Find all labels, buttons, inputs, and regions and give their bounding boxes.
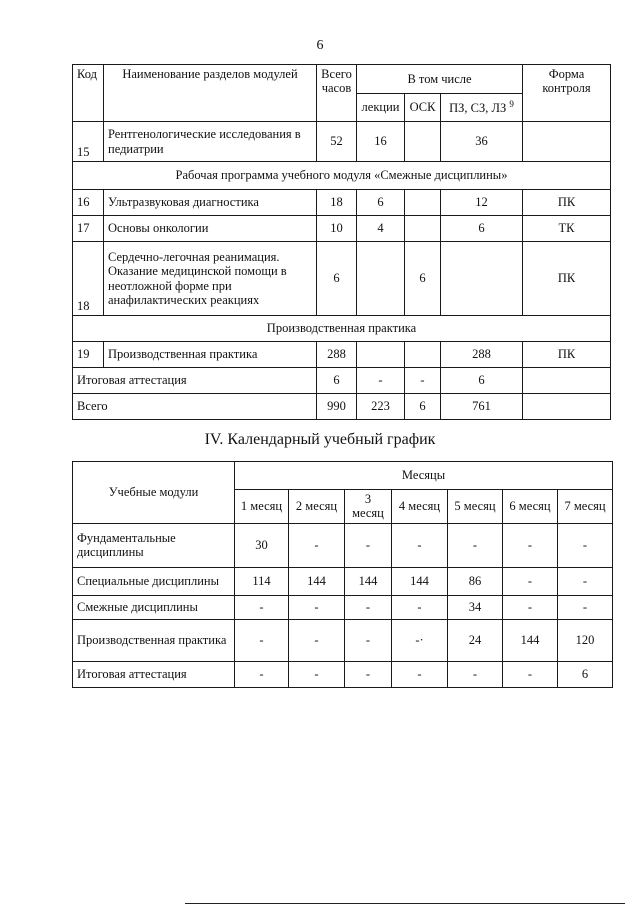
row-lectures [357, 342, 405, 368]
month-value: - [503, 595, 558, 619]
row-name: Производственная практика [104, 342, 317, 368]
month-header: 1 месяц [235, 490, 289, 524]
row-control: ТК [523, 216, 611, 242]
header-total: Всего часов [317, 65, 357, 122]
table-row [73, 216, 611, 242]
month-value: 144 [503, 619, 558, 661]
month-value: - [558, 567, 613, 595]
row-osk [405, 190, 441, 216]
row-code: 18 [73, 242, 104, 316]
month-header: 4 месяц [392, 490, 448, 524]
row-code: 19 [73, 342, 104, 368]
month-value: - [345, 523, 392, 567]
month-value: - [392, 523, 448, 567]
month-value: - [235, 661, 289, 687]
month-value: 34 [448, 595, 503, 619]
row-code: 16 [73, 190, 104, 216]
month-value: - [345, 595, 392, 619]
table-header-row [73, 65, 611, 94]
module-name: Смежные дисциплины [73, 595, 235, 619]
header-code: Код [73, 65, 104, 122]
month-header: 6 месяц [503, 490, 558, 524]
table-row [73, 190, 611, 216]
module-name: Производственная практика [73, 619, 235, 661]
row-lectures: 223 [357, 394, 405, 420]
section-title-related: Рабочая программа учебного модуля «Смежные дисциплины» [73, 162, 611, 190]
row-pz: 36 [441, 122, 523, 162]
month-value: 24 [448, 619, 503, 661]
month-value: - [503, 523, 558, 567]
row-lectures: 16 [357, 122, 405, 162]
module-name: Фундаментальные дисциплины [73, 523, 235, 567]
page-bottom-rule [185, 903, 625, 904]
month-value: - [289, 595, 345, 619]
schedule-row [73, 567, 613, 595]
row-osk: 6 [405, 242, 441, 316]
page-number: 6 [316, 38, 324, 53]
footnote-mark: 9 [509, 99, 514, 110]
month-value: - [289, 661, 345, 687]
row-lectures [357, 242, 405, 316]
row-pz: 12 [441, 190, 523, 216]
row-osk [405, 342, 441, 368]
module-name: Итоговая аттестация [73, 661, 235, 687]
month-value: - [558, 523, 613, 567]
row-name: Всего [73, 394, 317, 420]
month-value: 144 [289, 567, 345, 595]
month-header: 2 месяц [289, 490, 345, 524]
row-osk: 6 [405, 394, 441, 420]
month-value: - [289, 619, 345, 661]
row-control [523, 394, 611, 420]
row-pz: 6 [441, 368, 523, 394]
row-osk: - [405, 368, 441, 394]
header-including: В том числе [357, 65, 523, 94]
section-heading: IV. Календарный учебный график [204, 431, 436, 448]
header-name: Наименование разделов модулей [104, 65, 317, 122]
row-control: ПК [523, 242, 611, 316]
row-name: Ультразвуковая диагностика [104, 190, 317, 216]
row-pz: 6 [441, 216, 523, 242]
month-header: 5 месяц [448, 490, 503, 524]
row-total: 18 [317, 190, 357, 216]
table-row [73, 242, 611, 316]
row-lectures: - [357, 368, 405, 394]
table-row [73, 368, 611, 394]
row-control: ПК [523, 342, 611, 368]
header-lectures: лекции [357, 94, 405, 122]
month-value: 144 [392, 567, 448, 595]
month-value: 144 [345, 567, 392, 595]
month-value: 120 [558, 619, 613, 661]
row-total: 52 [317, 122, 357, 162]
schedule-header-row [73, 462, 613, 490]
schedule-row [73, 661, 613, 687]
row-total: 6 [317, 368, 357, 394]
row-name: Сердечно-легочная реанимация. Оказание медицинской помощи в неотложной форме при анафилактических реакциях [104, 242, 317, 316]
month-value: - [448, 523, 503, 567]
month-value: - [392, 661, 448, 687]
row-lectures: 4 [357, 216, 405, 242]
table-row [73, 394, 611, 420]
row-pz: 761 [441, 394, 523, 420]
row-osk [405, 216, 441, 242]
row-control: ПК [523, 190, 611, 216]
month-value: - [289, 523, 345, 567]
row-control [523, 368, 611, 394]
month-value: - [503, 661, 558, 687]
row-name: Рентгенологические исследования в педиатрии [104, 122, 317, 162]
month-value: - [448, 661, 503, 687]
month-value: 6 [558, 661, 613, 687]
schedule-table [72, 461, 613, 688]
row-total: 288 [317, 342, 357, 368]
section-row [73, 316, 611, 342]
row-name: Итоговая аттестация [73, 368, 317, 394]
row-total: 6 [317, 242, 357, 316]
row-total: 990 [317, 394, 357, 420]
month-value: - [235, 619, 289, 661]
month-value: - [345, 661, 392, 687]
month-value: - [235, 595, 289, 619]
header-pz: ПЗ, СЗ, ЛЗ $^9$ [441, 94, 523, 122]
month-value: 114 [235, 567, 289, 595]
table-row [73, 342, 611, 368]
modules-table [72, 64, 611, 420]
month-value: -· [392, 619, 448, 661]
month-value: 30 [235, 523, 289, 567]
header-modules: Учебные модули [73, 462, 235, 524]
schedule-row [73, 595, 613, 619]
header-control: Форма контроля [523, 65, 611, 122]
header-months: Месяцы [235, 462, 613, 490]
row-control [523, 122, 611, 162]
month-value: - [345, 619, 392, 661]
month-header: 7 месяц [558, 490, 613, 524]
module-name: Специальные дисциплины [73, 567, 235, 595]
row-code: 15 [73, 122, 104, 162]
schedule-row [73, 523, 613, 567]
month-header: 3 месяц [345, 490, 392, 524]
header-osk: ОСК [405, 94, 441, 122]
row-pz: 288 [441, 342, 523, 368]
row-osk [405, 122, 441, 162]
table-row [73, 122, 611, 162]
month-value: - [392, 595, 448, 619]
row-code: 17 [73, 216, 104, 242]
month-value: 86 [448, 567, 503, 595]
row-name: Основы онкологии [104, 216, 317, 242]
month-value: - [503, 567, 558, 595]
section-title-practice: Производственная практика [73, 316, 611, 342]
row-lectures: 6 [357, 190, 405, 216]
schedule-row [73, 619, 613, 661]
month-value: - [558, 595, 613, 619]
row-pz [441, 242, 523, 316]
section-row [73, 162, 611, 190]
row-total: 10 [317, 216, 357, 242]
